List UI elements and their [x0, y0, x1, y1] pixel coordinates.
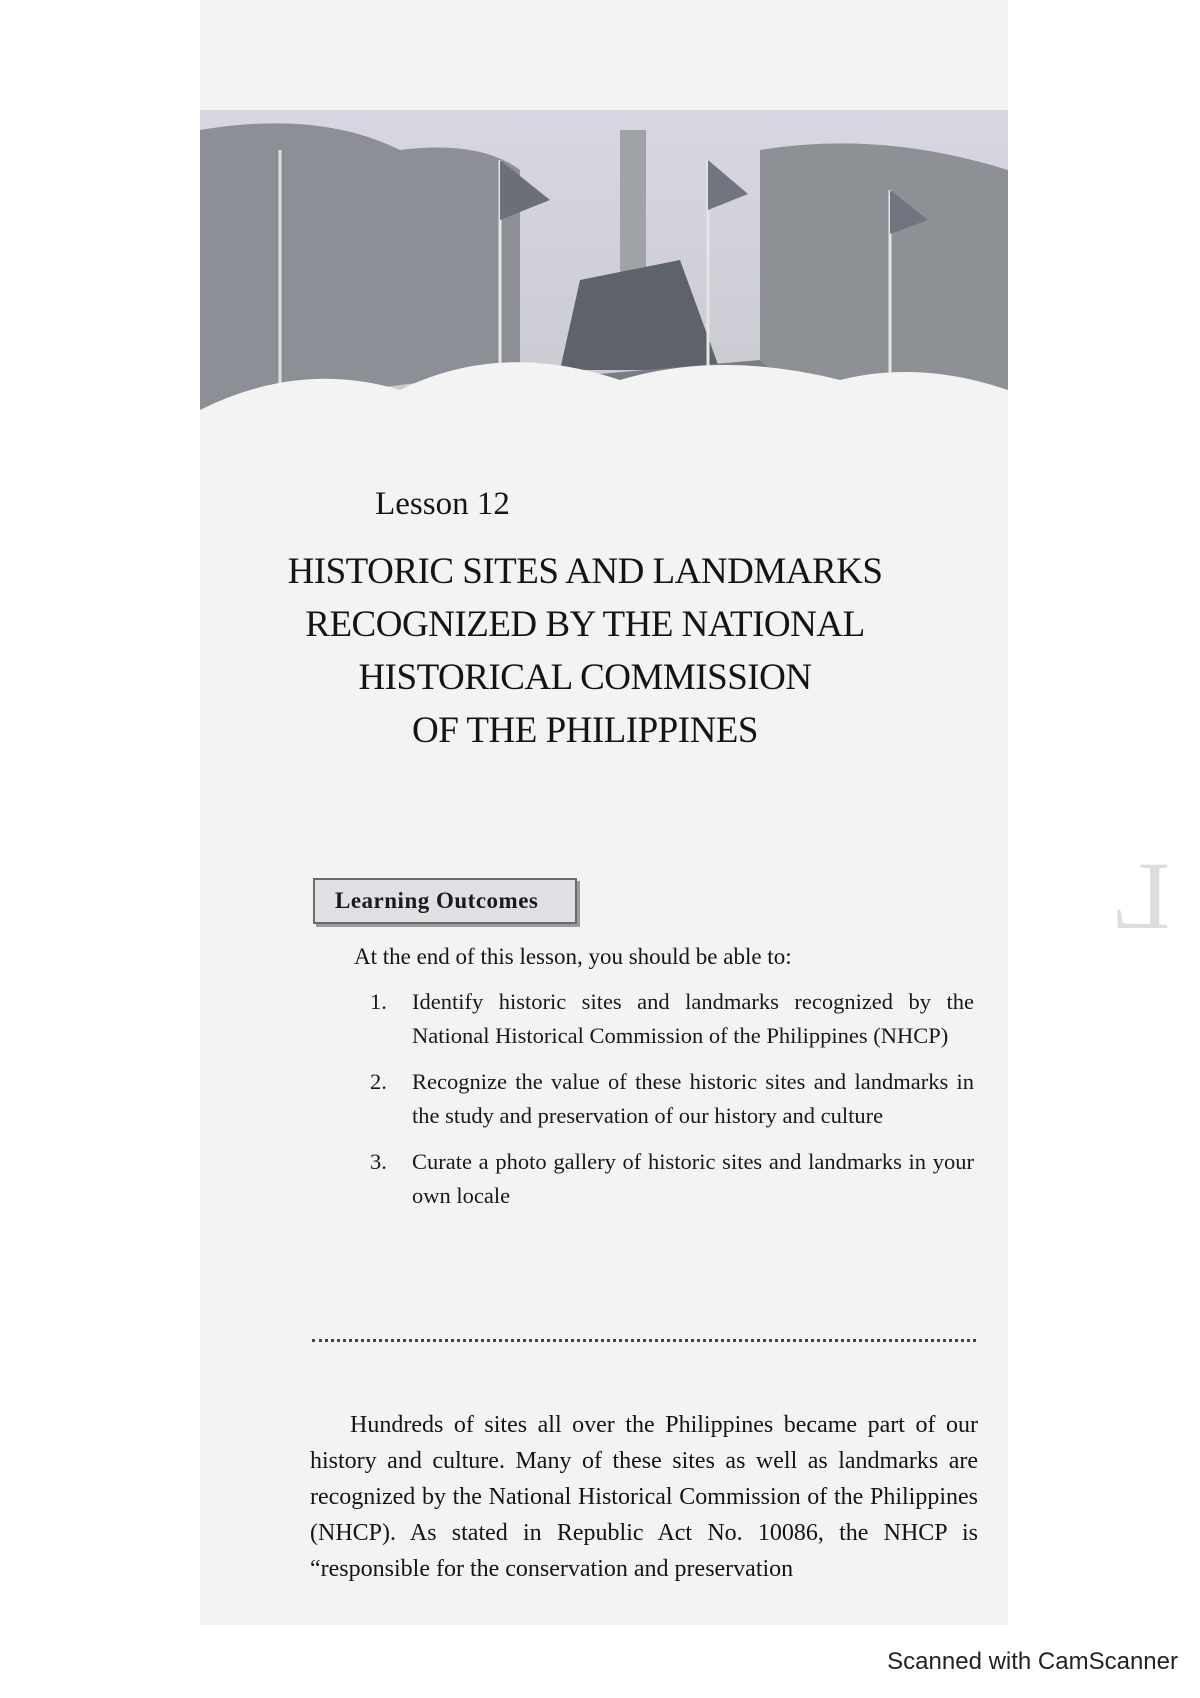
list-item: [370, 1065, 974, 1133]
outcomes-intro: At the end of this lesson, you should be able to:: [354, 944, 792, 969]
lesson-label: Lesson 12: [375, 486, 510, 522]
monument-banner-image: [200, 110, 1008, 510]
list-text: Identify historic sites and landmarks recognized by the National Historical Commission of the Philippines (NHCP): [412, 989, 974, 1048]
list-text: Curate a photo gallery of historic sites and landmarks in your own locale: [412, 1149, 974, 1208]
learning-outcomes-heading: Learning Outcomes: [313, 878, 577, 924]
list-item: [370, 1145, 974, 1213]
list-text: Recognize the value of these historic sites and landmarks in the study and preservation of our history and culture: [412, 1069, 974, 1128]
lesson-title: [200, 545, 970, 757]
list-item: [370, 985, 974, 1053]
list-number: 2.: [370, 1069, 387, 1094]
title-line: RECOGNIZED BY THE NATIONAL: [305, 604, 865, 645]
title-line: HISTORIC SITES AND LANDMARKS: [287, 551, 883, 592]
list-number: 3.: [370, 1149, 387, 1174]
list-number: 1.: [370, 989, 387, 1014]
camscanner-watermark: Scanned with CamScanner: [887, 1648, 1178, 1675]
outcomes-list: [370, 985, 974, 1225]
book-page: [200, 0, 1170, 1625]
title-line: OF THE PHILIPPINES: [412, 710, 758, 751]
title-line: HISTORICAL COMMISSION: [358, 657, 812, 698]
body-paragraph: Hundreds of sites all over the Philippines became part of our history and culture. Many of these sites as well as landmarks are recognized by the National Historical Commission of the Philippines (NHCP). As stated in Republic Act No. 10086, the NHCP is “responsible for the conservation and preservation: [310, 1412, 978, 1582]
bleedthrough-letter: L: [1111, 842, 1170, 949]
dotted-divider: [312, 1339, 976, 1342]
